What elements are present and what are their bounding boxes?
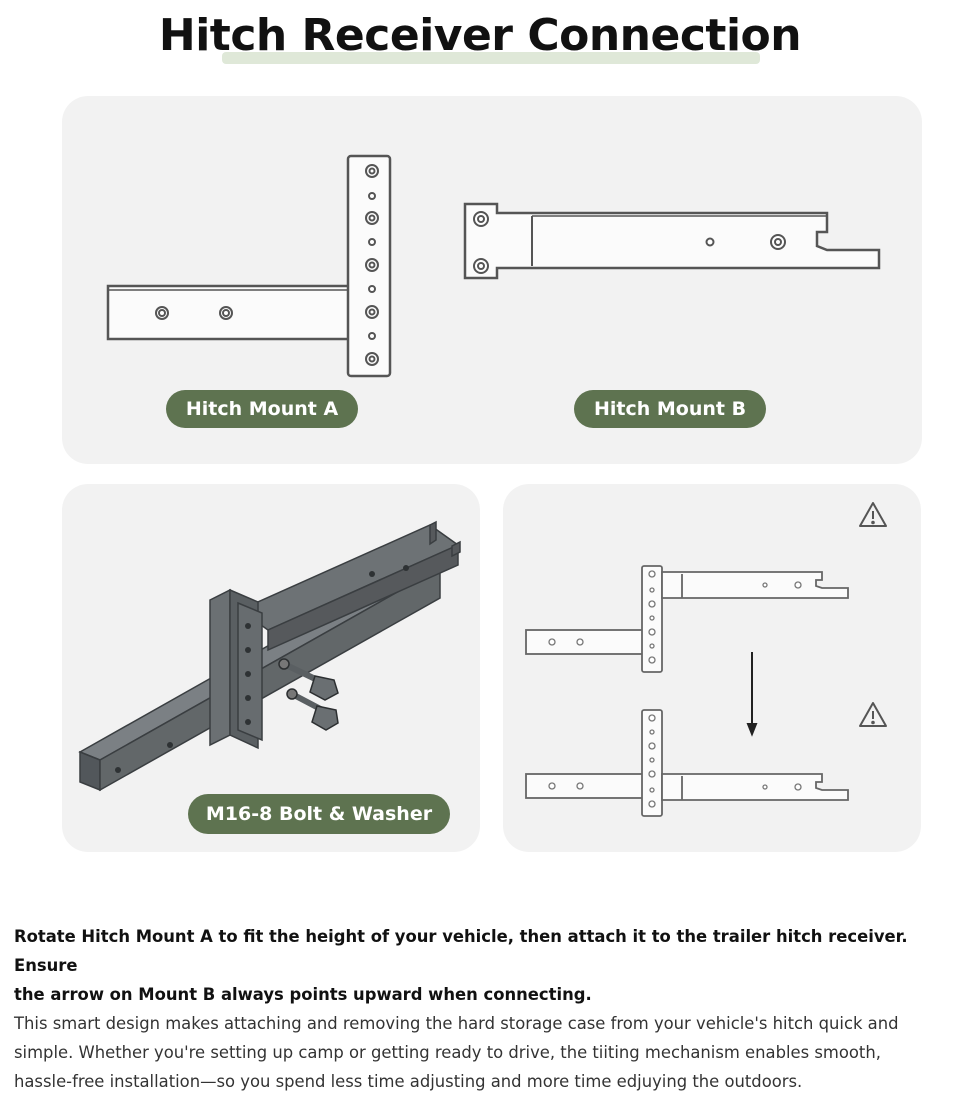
body-line-3: hassle-free installation—so you spend less time adjusting and more time edjuying the outdoors. (14, 1072, 803, 1091)
hitch-mount-b-label: Hitch Mount B (574, 390, 766, 428)
hitch-assembly-drawing (80, 522, 460, 790)
hitch-mount-a-label: Hitch Mount A (166, 390, 358, 428)
orientation-bottom-drawing (526, 710, 848, 816)
bolt-washer-label: M16-8 Bolt & Washer (188, 794, 450, 834)
warning-icon (860, 503, 886, 526)
page-title: Hitch Receiver Connection (158, 10, 802, 61)
description (14, 922, 960, 1096)
body-line-2: simple. Whether you're setting up camp or getting ready to drive, the tiiting mechanism enables smooth, (14, 1043, 881, 1062)
body-line-1: This smart design makes attaching and removing the hard storage case from your vehicle's hitch quick and (14, 1014, 899, 1033)
arrow-down-icon (748, 652, 756, 734)
warning-icon (860, 703, 886, 726)
instruction-line-1: Rotate Hitch Mount A to fit the height of your vehicle, then attach it to the trailer hitch receiver. Ensure (14, 927, 908, 975)
instruction-line-2: the arrow on Mount B always points upward when connecting. (14, 985, 592, 1004)
